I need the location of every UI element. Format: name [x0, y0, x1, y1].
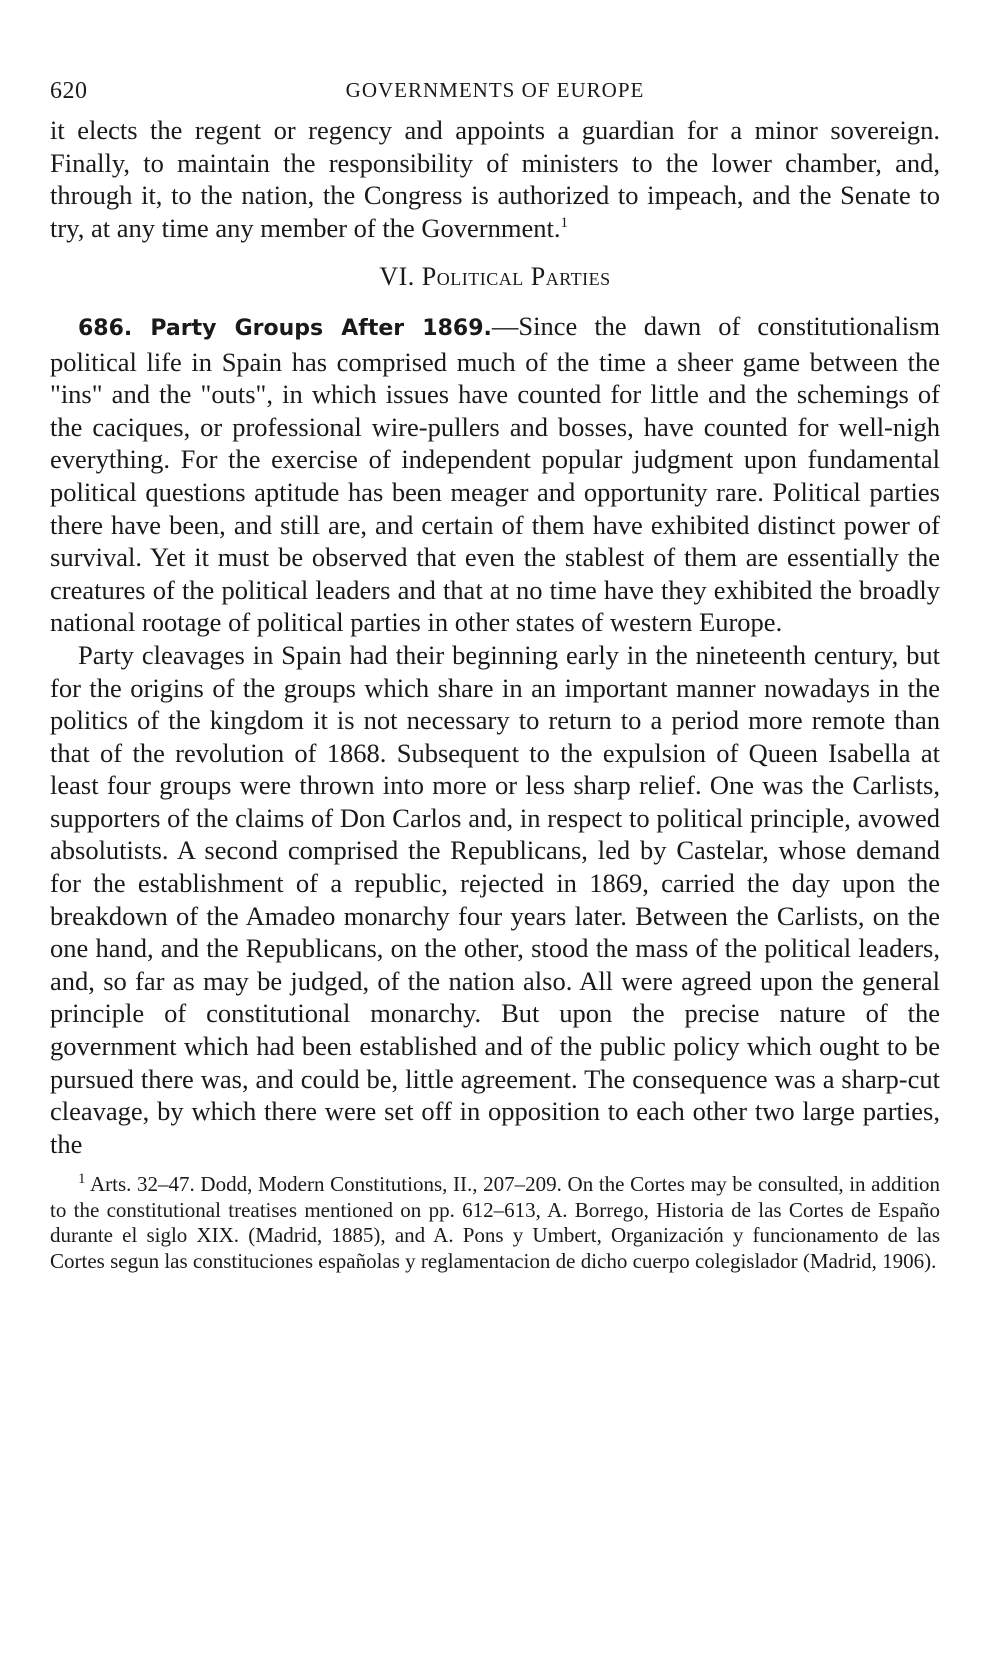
running-title: GOVERNMENTS OF EUROPE: [345, 78, 645, 102]
paragraph-text: Party cleavages in Spain had their beginning early in the nineteenth century, but for the origins of the groups which share in an important manner nowadays in the politics of the kingdom it is not necessary to return to a period more remote than that of the revolution of 1868. Subsequent to the expulsion of Queen Isabella at least four groups were thrown into more or less sharp relief. One was the Carlists, supporters of the claims of Don Carlos and, in respect to political principle, avowed absolutists. A second comprised the Republicans, led by Castelar, whose demand for the establishment of a republic, rejected in 1869, carried the day upon the breakdown of the Amadeo monarchy four years later. Between the Carlists, on the one hand, and the Republicans, on the other, stood the mass of the political leaders, and, so far as may be judged, of the nation also. All were agreed upon the general principle of constitutional monarchy. But upon the precise nature of the government which had been established and of the public policy which ought to be pursued there was, and could be, little agreement. The consequence was a sharp-cut cleavage, by which there were set off in opposition to each other two large parties, the: [50, 639, 940, 1159]
page-number: 620: [50, 78, 88, 104]
footnote: [50, 1172, 940, 1274]
section-number: VI.: [379, 262, 415, 292]
paragraph-party-cleavages: [50, 639, 940, 1161]
footnote-text: Arts. 32–47. Dodd, Modern Constitutions, II., 207–209. On the Cortes may be consulted, in addition to the constitutional treatises mentioned on pp. 612–613, A. Borrego, Historia de las Cortes de Españo durante el siglo XIX. (Madrid, 1885), and A. Pons y Umbert, Organización y funcionamento de las Cortes segun las constituciones españolas y reglamentacion de dicho cuerpo colegislador (Madrid, 1906).: [50, 1172, 941, 1273]
footnote-mark: 1: [78, 1171, 86, 1188]
footnote-reference: 1: [560, 214, 568, 231]
paragraph-text: —Since the dawn of constitutionalism political life in Spain has comprised much of the time a sheer game between the "ins" and the "outs", in which issues have counted for little and the schemings of the caciques, or professional wire-pullers and bosses, have counted for well-nigh everything. For the exercise of independent popular judgment upon fundamental political questions aptitude has been meager and opportunity rare. Political parties there have been, and still are, and certain of them have exhibited distinct power of survival. Yet it must be observed that even the stablest of them are essentially the creatures of the political leaders and that at no time have they exhibited the broadly national rootage of political parties in other states of western Europe.: [50, 310, 940, 638]
paragraph-686: [50, 310, 940, 639]
paragraph-heading: 686. Party Groups After 1869.: [78, 315, 492, 341]
body-text: [50, 114, 940, 1160]
paragraph-text: it elects the regent or regency and appoints a guardian for a minor sovereign. Finally, to maintain the responsibility of ministers to the lower chamber, and, through it, to the nation, the Congress is authorized to impeach, and the Senate to try, at any time any member of the Government.: [50, 115, 940, 243]
section-heading: [50, 261, 940, 294]
running-head: [50, 70, 940, 114]
page: [50, 70, 940, 1274]
section-title: Political Parties: [421, 262, 611, 292]
paragraph-continuation: [50, 114, 940, 244]
